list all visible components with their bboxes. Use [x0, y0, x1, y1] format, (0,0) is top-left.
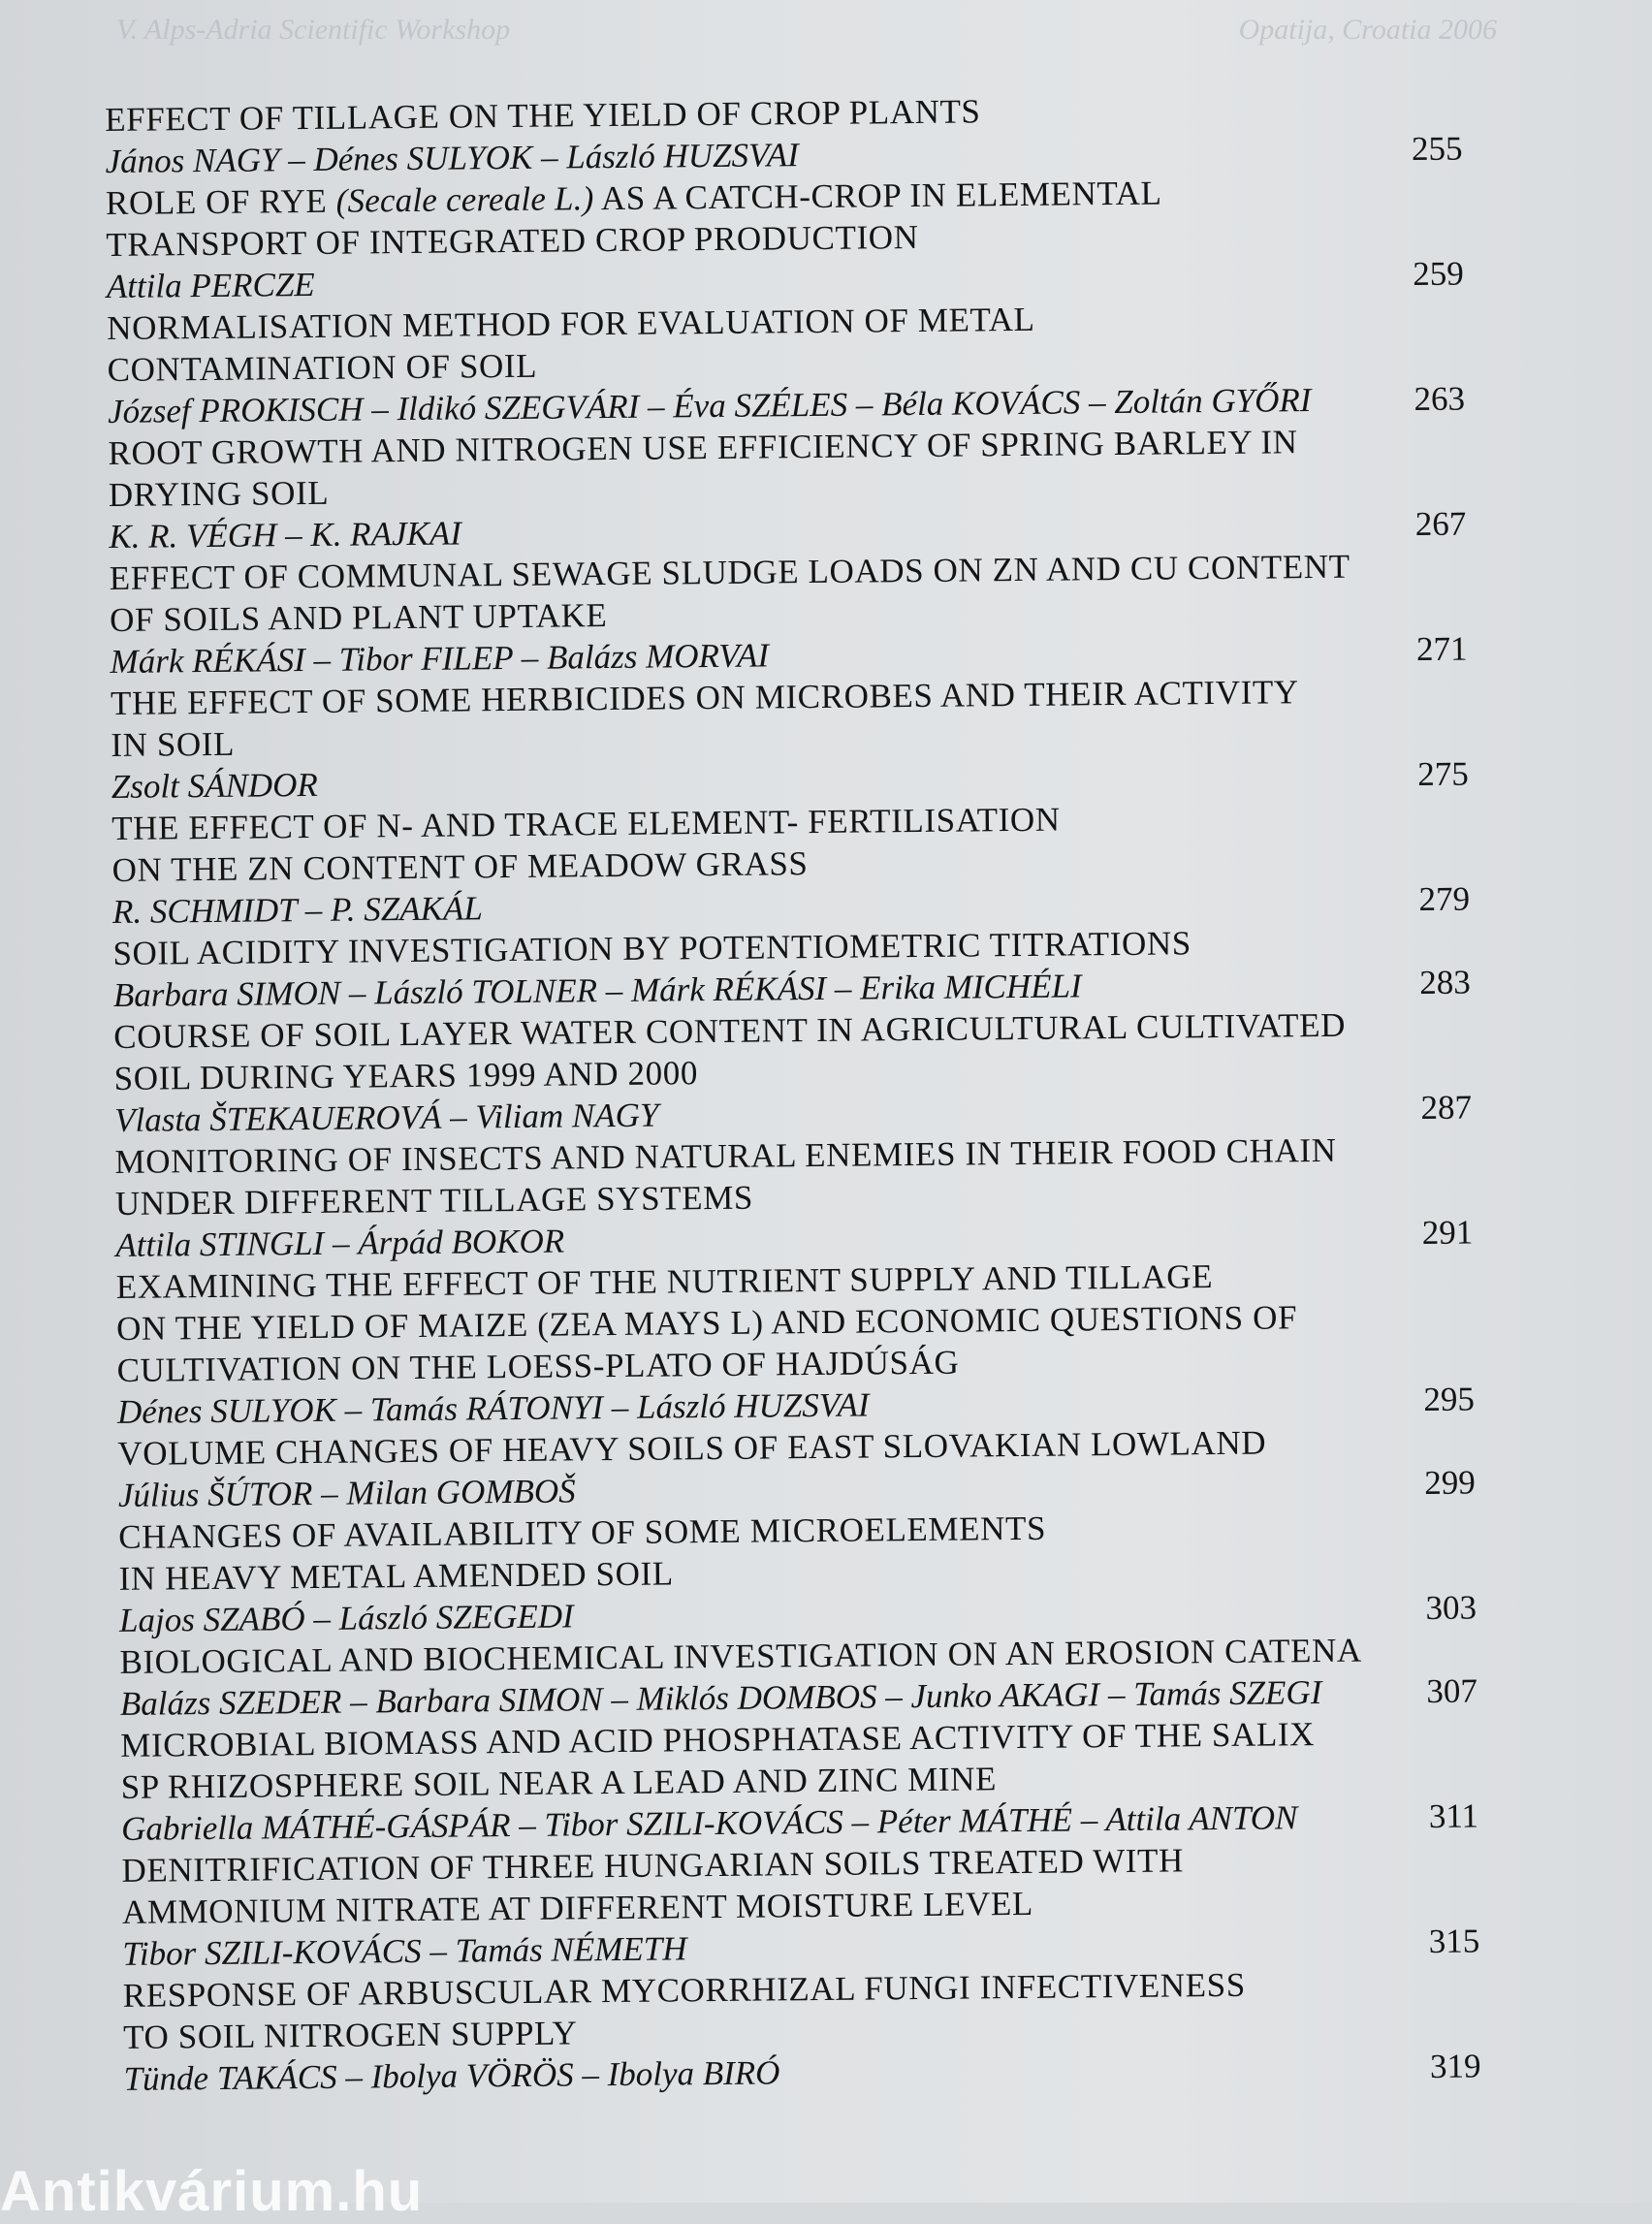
toc-entry	[118, 1503, 1477, 1640]
entry-page-number: 307	[1426, 1671, 1478, 1710]
toc-entry	[111, 670, 1469, 808]
entry-title: BIOLOGICAL AND BIOCHEMICAL INVESTIGATION ON AN EROSION CATENA	[119, 1631, 1362, 1681]
toc-entry	[107, 295, 1465, 432]
entry-authors: Attila PERCZE	[106, 265, 315, 305]
entry-page-number: 275	[1417, 754, 1469, 794]
entry-title-line-2: IN SOIL	[111, 724, 236, 764]
entry-authors: K. R. VÉGH – K. RAJKAI	[109, 514, 462, 556]
entry-authors: Attila STINGLI – Árpád BOKOR	[115, 1222, 565, 1264]
entry-page-number: 263	[1414, 379, 1466, 419]
toc-entry	[121, 1836, 1479, 1974]
entry-title-line-2: AMMONIUM NITRATE AT DIFFERENT MOISTURE LEVEL	[121, 1884, 1034, 1931]
entry-authors: János NAGY – Dénes SULYOK – László HUZSVAI	[105, 136, 800, 180]
entry-page-number: 283	[1419, 963, 1471, 1002]
toc-entry	[123, 1961, 1481, 2099]
entry-title-line-2: ON THE ZN CONTENT OF MEADOW GRASS	[111, 844, 809, 889]
entry-page-number: 255	[1411, 129, 1463, 169]
entry-page-number: 303	[1425, 1588, 1477, 1627]
entry-title: MONITORING OF INSECTS AND NATURAL ENEMIES IN THEIR FOOD CHAIN	[114, 1130, 1337, 1181]
toc-entry	[114, 1128, 1473, 1266]
entry-title-line-2: ON THE YIELD OF MAIZE (ZEA MAYS L) AND ECONOMIC QUESTIONS OF	[115, 1298, 1298, 1348]
entry-authors: Július ŠÚTOR – Milan GOMBOŠ	[117, 1472, 576, 1514]
toc-entry	[108, 420, 1466, 557]
toc-entry	[110, 545, 1468, 683]
entry-title-line-2: DRYING SOIL	[108, 473, 330, 514]
entry-authors: Márk RÉKÁSI – Tibor FILEP – Balázs MORVAI	[110, 636, 770, 681]
entry-title: EFFECT OF TILLAGE ON THE YIELD OF CROP PLANTS	[105, 92, 981, 139]
entry-title-line-2: UNDER DIFFERENT TILLAGE SYSTEMS	[114, 1178, 754, 1223]
entry-title: COURSE OF SOIL LAYER WATER CONTENT IN AGRICULTURAL CULTIVATED	[113, 1005, 1347, 1056]
entry-title: NORMALISATION METHOD FOR EVALUATION OF METAL	[107, 300, 1035, 347]
entry-authors: Balázs SZEDER – Barbara SIMON – Miklós DOMBOS – Junko AKAGI – Tamás SZEGI	[119, 1673, 1322, 1723]
entry-title: CHANGES OF AVAILABILITY OF SOME MICROELEMENTS	[118, 1509, 1047, 1556]
entry-title-line-2: SP RHIZOSPHERE SOIL NEAR A LEAD AND ZINC MINE	[120, 1760, 998, 1806]
watermark-logo: Antikvárium.hu	[0, 2160, 424, 2223]
entry-title-line-2: SOIL DURING YEARS 1999 AND 2000	[113, 1054, 699, 1097]
entry-page-number: 271	[1415, 629, 1468, 669]
entry-title: SOIL ACIDITY INVESTIGATION BY POTENTIOMETRIC TITRATIONS	[112, 924, 1192, 972]
toc-entry	[116, 1254, 1476, 1433]
entry-title: DENITRIFICATION OF THREE HUNGARIAN SOILS TREATED WITH	[121, 1841, 1185, 1890]
entry-page-number: 315	[1428, 1922, 1480, 1960]
entry-title-line-2: TRANSPORT OF INTEGRATED CROP PRODUCTION	[106, 217, 919, 264]
header-left: V. Alps-Adria Scientific Workshop	[116, 14, 511, 46]
header-right: Opatija, Croatia 2006	[1238, 14, 1497, 46]
toc-entry	[119, 1628, 1477, 1724]
toc-entry	[117, 1419, 1476, 1515]
entry-authors: Vlasta ŠTEKAUEROVÁ – Viliam NAGY	[113, 1096, 659, 1139]
entry-authors: Zsolt SÁNDOR	[111, 765, 318, 806]
entry-authors: József PROKISCH – Ildikó SZEGVÁRI – Éva SZÉLES – Béla KOVÁCS – Zoltán GYŐRI	[107, 381, 1312, 430]
entry-page-number: 267	[1414, 504, 1467, 544]
entry-title: ROOT GROWTH AND NITROGEN USE EFFICIENCY OF SPRING BARLEY IN	[108, 423, 1298, 472]
toc-entry	[113, 1003, 1472, 1141]
entry-title: MICROBIAL BIOMASS AND ACID PHOSPHATASE ACTIVITY OF THE SALIX	[120, 1715, 1316, 1764]
entry-page-number: 259	[1413, 254, 1464, 294]
toc-entry	[106, 170, 1464, 307]
entry-authors: Barbara SIMON – László TOLNER – Márk RÉKÁSI – Erika MICHÉLI	[112, 967, 1082, 1014]
entry-title-line-2: OF SOILS AND PLANT UPTAKE	[109, 596, 608, 639]
toc-entry	[105, 86, 1463, 182]
entry-authors: Lajos SZABÓ – László SZEGEDI	[118, 1597, 574, 1639]
entry-title: THE EFFECT OF N- AND TRACE ELEMENT- FERTILISATION	[111, 800, 1061, 847]
entry-title-line-2: CONTAMINATION OF SOIL	[107, 346, 538, 389]
entry-page-number: 311	[1428, 1796, 1479, 1835]
entry-title-line-3: CULTIVATION ON THE LOESS-PLATO OF HAJDÚSÁG	[116, 1343, 960, 1389]
entry-page-number: 287	[1420, 1088, 1473, 1128]
entry-title: EFFECT OF COMMUNAL SEWAGE SLUDGE LOADS ON ZN AND CU CONTENT	[109, 547, 1350, 597]
entry-authors: Gabriella MÁTHÉ-GÁSPÁR – Tibor SZILI-KOVÁCS – Péter MÁTHÉ – Attila ANTON	[120, 1798, 1298, 1848]
table-of-contents	[105, 86, 1481, 2100]
entry-title: RESPONSE OF ARBUSCULAR MYCORRHIZAL FUNGI INFECTIVENESS	[122, 1965, 1246, 2015]
entry-authors: R. SCHMIDT – P. SZAKÁL	[111, 889, 484, 931]
toc-entry	[111, 795, 1470, 933]
entry-authors: Dénes SULYOK – Tamás RÁTONYI – László HUZSVAI	[116, 1385, 870, 1431]
faded-running-header	[116, 14, 1497, 47]
entry-title: EXAMINING THE EFFECT OF THE NUTRIENT SUPPLY AND TILLAGE	[115, 1257, 1214, 1306]
entry-page-number: 279	[1418, 879, 1471, 919]
entry-authors: Tibor SZILI-KOVÁCS – Tamás NÉMETH	[122, 1929, 687, 1973]
entry-page-number: 295	[1423, 1380, 1476, 1419]
entry-page-number: 319	[1429, 2047, 1481, 2085]
entry-page-number: 299	[1424, 1463, 1476, 1502]
toc-entry	[120, 1711, 1478, 1849]
entry-page-number: 291	[1421, 1213, 1474, 1253]
entry-title-line-2: TO SOIL NITROGEN SUPPLY	[123, 2014, 578, 2056]
entry-title: THE EFFECT OF SOME HERBICIDES ON MICROBES AND THEIR ACTIVITY	[110, 673, 1299, 722]
toc-entry	[112, 920, 1471, 1016]
entry-title-line-2: IN HEAVY METAL AMENDED SOIL	[118, 1554, 674, 1598]
entry-authors: Tünde TAKÁCS – Ibolya VÖRÖS – Ibolya BIRÓ	[123, 2053, 780, 2098]
entry-title: ROLE OF RYE (Secale cereale L.) AS A CATCH-CROP IN ELEMENTAL	[105, 174, 1162, 222]
entry-title: VOLUME CHANGES OF HEAVY SOILS OF EAST SLOVAKIAN LOWLAND	[117, 1423, 1267, 1473]
